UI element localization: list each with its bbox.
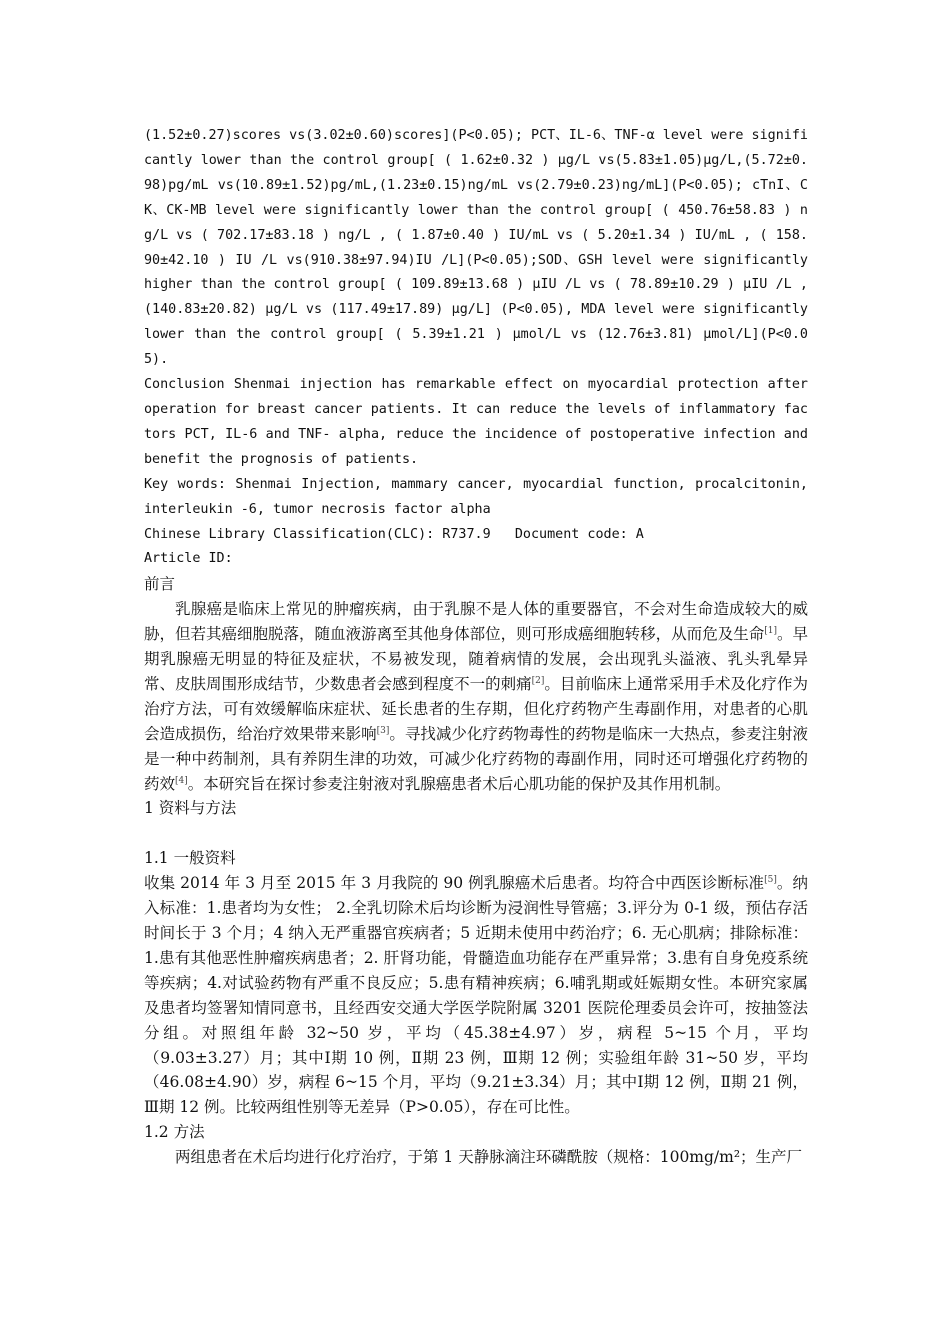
section-1-2-heading: 1.2 方法	[144, 1123, 205, 1142]
section-1-1-text-1: 收集 2014 年 3 月至 2015 年 3 月我院的 90 例乳腺癌术后患者。均符合中西医诊断标准	[144, 874, 765, 893]
paper-page	[144, 124, 808, 1170]
article-id: Article ID:	[144, 551, 233, 567]
ref-4[interactable]: [4]	[175, 775, 188, 786]
section-1-1-paragraph	[144, 871, 808, 1120]
section-1-2-paragraph: 两组患者在术后均进行化疗治疗，于第 1 天静脉滴注环磷酰胺（规格：100mg/m²；生产厂	[175, 1148, 803, 1167]
ref-2[interactable]: [2]	[531, 675, 545, 686]
preface-heading: 前言	[144, 575, 176, 594]
section-1-1-heading: 1.1 一般资料	[144, 849, 236, 868]
preface-text-2: 。早期乳腺癌无明显的特征及症状，不易被发现，随着病情的发展，会出现乳头溢液、乳头乳晕异常、皮肤周围形成结节，少数患者会感到程度不一的刺痛	[144, 625, 808, 693]
section-1-heading: 1 资料与方法	[144, 799, 237, 818]
clc-line: Chinese Library Classification(CLC): R737.9 Document code: A	[144, 526, 644, 542]
abstract-conclusion: Conclusion Shenmai injection has remarkable effect on myocardial protection after operation for breast cancer patients. It can reduce the levels of inflammatory factors PCT, IL-6 and TNF- alpha, reduce the incidence of postoperative infection and benefit the prognosis of patients.	[144, 377, 808, 467]
preface-text-5: 。本研究旨在探讨参麦注射液对乳腺癌患者术后心肌功能的保护及其作用机制。	[187, 774, 731, 793]
preface-text-4: 。寻找减少化疗药物毒性的药物是临床一大热点，参麦注射液是一种中药制剂，具有养阴生津的功效，可减少化疗药物的毒副作用，同时还可增强化疗药物的药效	[144, 724, 808, 793]
abstract-results: (1.52±0.27)scores vs(3.02±0.60)scores](P<0.05); PCT、IL-6、TNF-α level were significantly lower than the control group[ ( 1.62±0.32 ) μg/L vs(5.83±1.05)μg/L,(5.72±0.98)pg/mL vs(10.89±1.52)pg/mL,(1.23±0.15)ng/mL vs(2.79±0.23)ng/mL](P<0.05); cTnI、CK、CK-MB level were significantly lower than the control group[ ( 450.76±58.83 ) ng/L vs ( 702.17±83.18 ) ng/L , ( 1.87±0.40 ) IU/mL vs ( 5.20±1.34 ) IU/mL , ( 158.90±42.10 ) IU /L vs(910.38±97.94)IU /L](P<0.05);SOD、GSH level were significantly higher than the control group[ ( 109.89±13.68 ) μIU /L vs ( 78.89±10.29 ) μIU /L , (140.83±20.82) μg/L vs (117.49±17.89) μg/L] (P<0.05), MDA level were significantly lower than the control group[ ( 5.39±1.21 ) μmol/L vs (12.76±3.81) μmol/L](P<0.05).	[144, 128, 808, 368]
ref-5[interactable]: [5]	[764, 875, 777, 886]
ref-3[interactable]: [3]	[376, 725, 390, 736]
ref-1[interactable]: [1]	[764, 626, 777, 637]
preface-text-1: 乳腺癌是临床上常见的肿瘤疾病，由于乳腺不是人体的重要器官，不会对生命造成较大的威胁，但若其癌细胞脱落，随血液游离至其他身体部位，则可形成癌细胞转移，从而危及生命	[144, 600, 808, 644]
preface-text-3: 。目前临床上通常采用手术及化疗作为治疗方法，可有效缓解临床症状、延长患者的生存期，但化疗药物产生毒副作用，对患者的心肌会造成损伤，给治疗效果带来影响	[144, 674, 808, 743]
section-1-1-text-2: 。纳入标准：1.患者均为女性； 2.全乳切除术后均诊断为浸润性导管癌；3.评分为 0-1 级，预估存活时间长于 3 个月；4 纳入无严重器官疾病者；5 近期未使用中药治疗；6. 无心肌病；排除标准：1.患有其他恶性肿瘤疾病患者；2. 肝肾功能，骨髓造血功能存在严重异常；3.患有自身免疫系统等疾病；4.对试验药物有严重不良反应；5.患有精神疾病；6.哺乳期或妊娠期女性。本研究家属及患者均签署知情同意书，且经西安交通大学医学院附属 3201 医院伦理委员会许可，按抽签法分组。对照组年龄 32~50 岁，平均（45.38±4.97）岁，病程 5~15 个月，平均（9.03±3.27）月；其中Ⅰ期 10 例，Ⅱ期 23 例，Ⅲ期 12 例；实验组年龄 31~50 岁，平均（46.08±4.90）岁，病程 6~15 个月，平均（9.21±3.34）月；其中Ⅰ期 12 例，Ⅱ期 21 例，Ⅲ期 12 例。比较两组性别等无差异（P>0.05），存在可比性。	[144, 874, 808, 1117]
blank-line	[144, 821, 808, 846]
preface-paragraph	[144, 597, 808, 796]
keywords: Key words: Shenmai Injection, mammary cancer, myocardial function, procalcitonin, interleukin -6, tumor necrosis factor alpha	[144, 476, 808, 517]
